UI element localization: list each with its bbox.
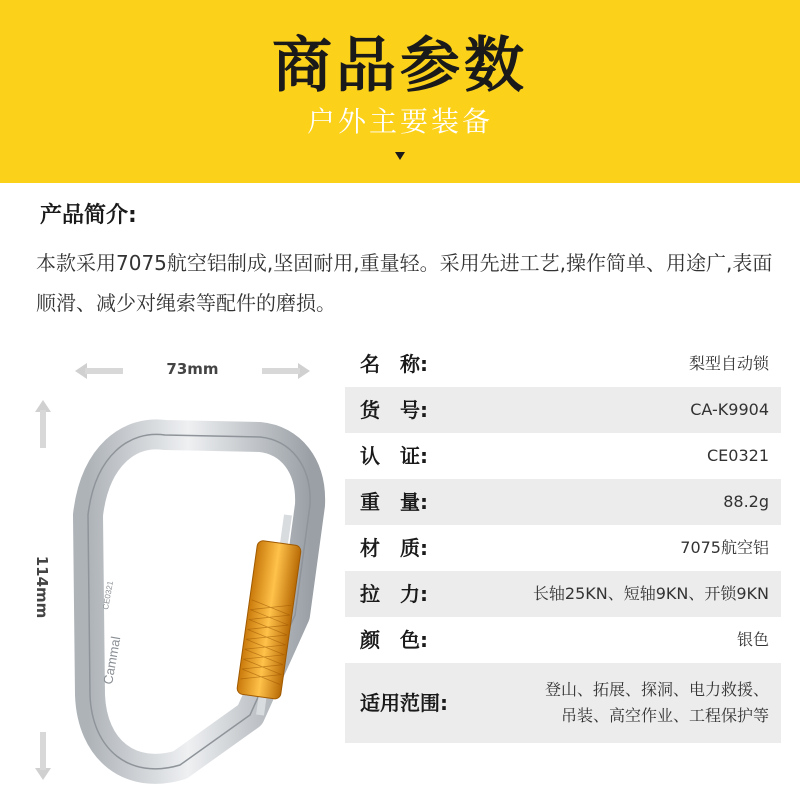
spec-row-usage (345, 663, 781, 743)
down-arrow-icon (395, 152, 405, 160)
spec-value: CE0321 (707, 446, 769, 465)
spec-row-color (345, 617, 781, 663)
header-banner (0, 0, 800, 183)
spec-label: 重 量: (360, 490, 428, 514)
height-dimension (28, 400, 58, 780)
width-label: 73mm (166, 360, 219, 378)
spec-row-material (345, 525, 781, 571)
spec-label: 认 证: (360, 444, 428, 468)
spec-row-cert (345, 433, 781, 479)
spec-value: 梨型自动锁 (688, 354, 769, 373)
spec-label: 材 质: (360, 536, 428, 560)
spec-label: 适用范围: (360, 691, 448, 715)
spec-row-weight (345, 479, 781, 525)
spec-value: 88.2g (723, 492, 769, 511)
model-print: CE0321 (101, 580, 115, 611)
spec-label: 货 号: (360, 398, 428, 422)
spec-value: CA-K9904 (690, 400, 769, 419)
carabiner-image (60, 395, 350, 795)
spec-value-line: 登山、拓展、探洞、电力救援、 (544, 680, 769, 699)
page-title: 商品参数 (272, 31, 528, 101)
spec-value: 长轴25KN、短轴9KN、开锁9KN (532, 584, 769, 603)
spec-row-name (345, 341, 781, 387)
spec-label: 拉 力: (360, 582, 428, 606)
page-subtitle: 户外主要装备 (306, 105, 493, 138)
spec-value: 银色 (736, 630, 769, 649)
spec-value: 7075航空铝 (680, 538, 769, 557)
spec-label: 颜 色: (360, 628, 428, 652)
spec-value (545, 667, 769, 739)
brand-print: Cammal (100, 635, 124, 686)
spec-value-line: 吊装、高空作业、工程保护等 (560, 706, 769, 725)
spec-label: 名 称: (360, 352, 428, 376)
height-label: 114mm (33, 555, 51, 619)
intro-heading: 产品简介: (40, 203, 137, 228)
width-dimension (75, 358, 310, 384)
intro-text: 本款采用7075航空铝制成,坚固耐用,重量轻。采用先进工艺,操作简单、用途广,表面顺滑、减少对绳索等配件的磨损。 (36, 251, 773, 315)
spec-table (345, 341, 781, 743)
spec-row-model (345, 387, 781, 433)
spec-row-strength (345, 571, 781, 617)
